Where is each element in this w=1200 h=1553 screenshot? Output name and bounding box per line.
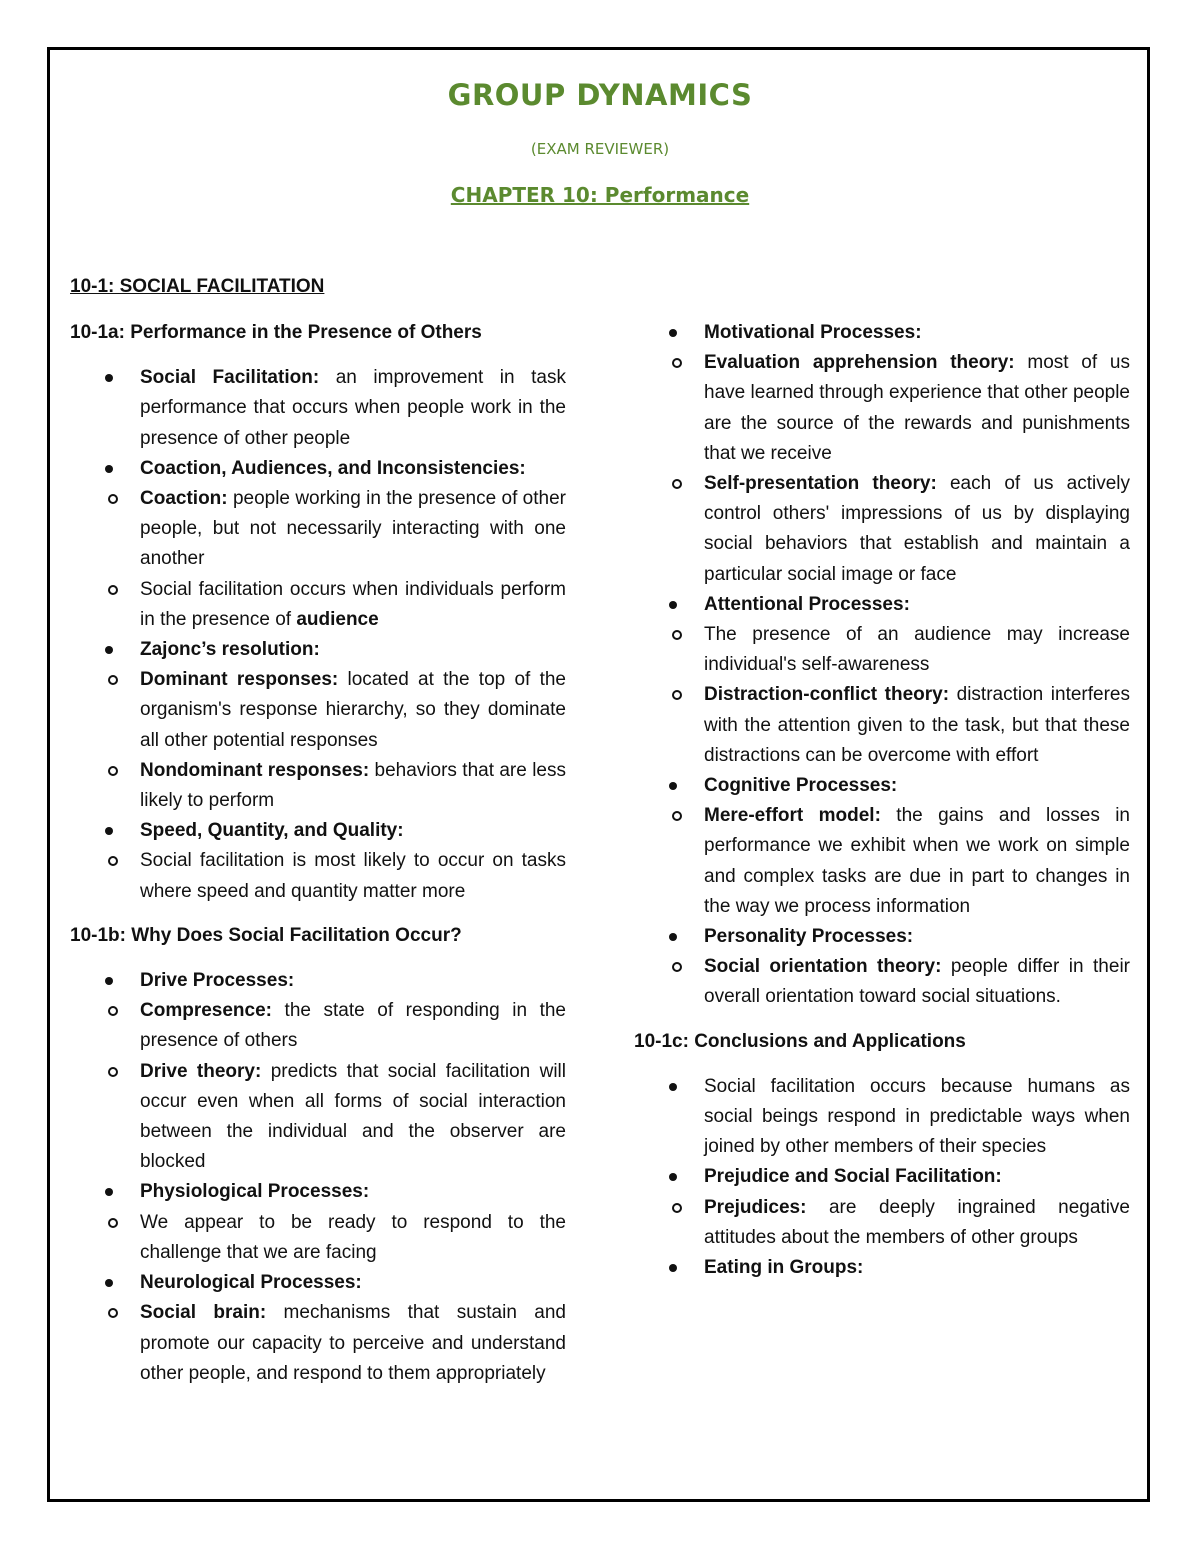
sub-list-item: Social facilitation occurs when individuals perform in the presence of audience	[70, 575, 566, 635]
sub-list-item: We appear to be ready to respond to the challenge that we are facing	[70, 1208, 566, 1268]
list-item: Social Facilitation: an improvement in task performance that occurs when people work in the presence of other people	[70, 363, 566, 454]
sub-list-item: Prejudices: are deeply ingrained negative attitudes about the members of other groups	[634, 1193, 1130, 1253]
list-item: Motivational Processes:	[634, 318, 1130, 348]
sub-list-item: Evaluation apprehension theory: most of us have learned through experience that other people are the source of the rewards and punishments that we receive	[634, 348, 1130, 469]
subsection-heading-10-1a: 10-1a: Performance in the Presence of Others	[70, 322, 482, 343]
sub-list-item: Social orientation theory: people differ in their overall orientation toward social situations.	[634, 952, 1130, 1012]
list-item: Drive Processes:	[70, 966, 566, 996]
sub-list-item: Social brain: mechanisms that sustain and promote our capacity to perceive and understand other people, and respond to them appropriately	[70, 1298, 566, 1389]
list-item: Prejudice and Social Facilitation:	[634, 1162, 1130, 1192]
document-title: GROUP DYNAMICS	[447, 78, 753, 112]
chapter-heading: CHAPTER 10: Performance	[450, 183, 750, 207]
sub-list-item: Coaction: people working in the presence of other people, but not necessarily interacting with one another	[70, 484, 566, 575]
sub-list-item: Nondominant responses: behaviors that are less likely to perform	[70, 756, 566, 816]
subsection-heading-10-1c: 10-1c: Conclusions and Applications	[634, 1030, 966, 1052]
sub-list-item: Dominant responses: located at the top of the organism's response hierarchy, so they dominate all other potential responses	[70, 665, 566, 756]
list-item: Speed, Quantity, and Quality:	[70, 816, 566, 846]
list-item: Neurological Processes:	[70, 1268, 566, 1298]
list-item: Cognitive Processes:	[634, 771, 1130, 801]
list-item: Eating in Groups:	[634, 1253, 1130, 1283]
document-subtitle: (EXAM REVIEWER)	[530, 140, 670, 158]
list-item: Attentional Processes:	[634, 590, 1130, 620]
list-item: Personality Processes:	[634, 922, 1130, 952]
sub-list-item: Self-presentation theory: each of us actively control others' impressions of us by displaying social behaviors that establish and maintain a particular social image or face	[634, 469, 1130, 590]
sub-list-item: Mere-effort model: the gains and losses in performance we exhibit when we work on simple and complex tasks are due in part to changes in the way we process information	[634, 801, 1130, 922]
subsection-heading-10-1b: 10-1b: Why Does Social Facilitation Occur?	[70, 924, 462, 946]
sub-list-item: Compresence: the state of responding in the presence of others	[70, 996, 566, 1056]
sub-list-item: Drive theory: predicts that social facilitation will occur even when all forms of social interaction between the individual and the observer are blocked	[70, 1057, 566, 1178]
sub-bullet-list	[70, 484, 566, 635]
list-item: Zajonc’s resolution:	[70, 635, 566, 665]
list-item: Social facilitation occurs because humans as social beings respond in predictable ways when joined by other members of their species	[634, 1072, 1130, 1163]
sub-list-item: Social facilitation is most likely to occur on tasks where speed and quantity matter more	[70, 846, 566, 906]
section-title: 10-1: SOCIAL FACILITATION	[70, 276, 325, 297]
sub-list-item: The presence of an audience may increase individual's self-awareness	[634, 620, 1130, 680]
list-item: Physiological Processes:	[70, 1177, 566, 1207]
bullet-list	[70, 363, 566, 484]
sub-list-item: Distraction-conflict theory: distraction interferes with the attention given to the task, but that these distractions can be overcome with effort	[634, 680, 1130, 771]
left-column	[70, 318, 566, 1389]
list-item: Coaction, Audiences, and Inconsistencies:	[70, 454, 566, 484]
right-column	[634, 318, 1130, 1283]
